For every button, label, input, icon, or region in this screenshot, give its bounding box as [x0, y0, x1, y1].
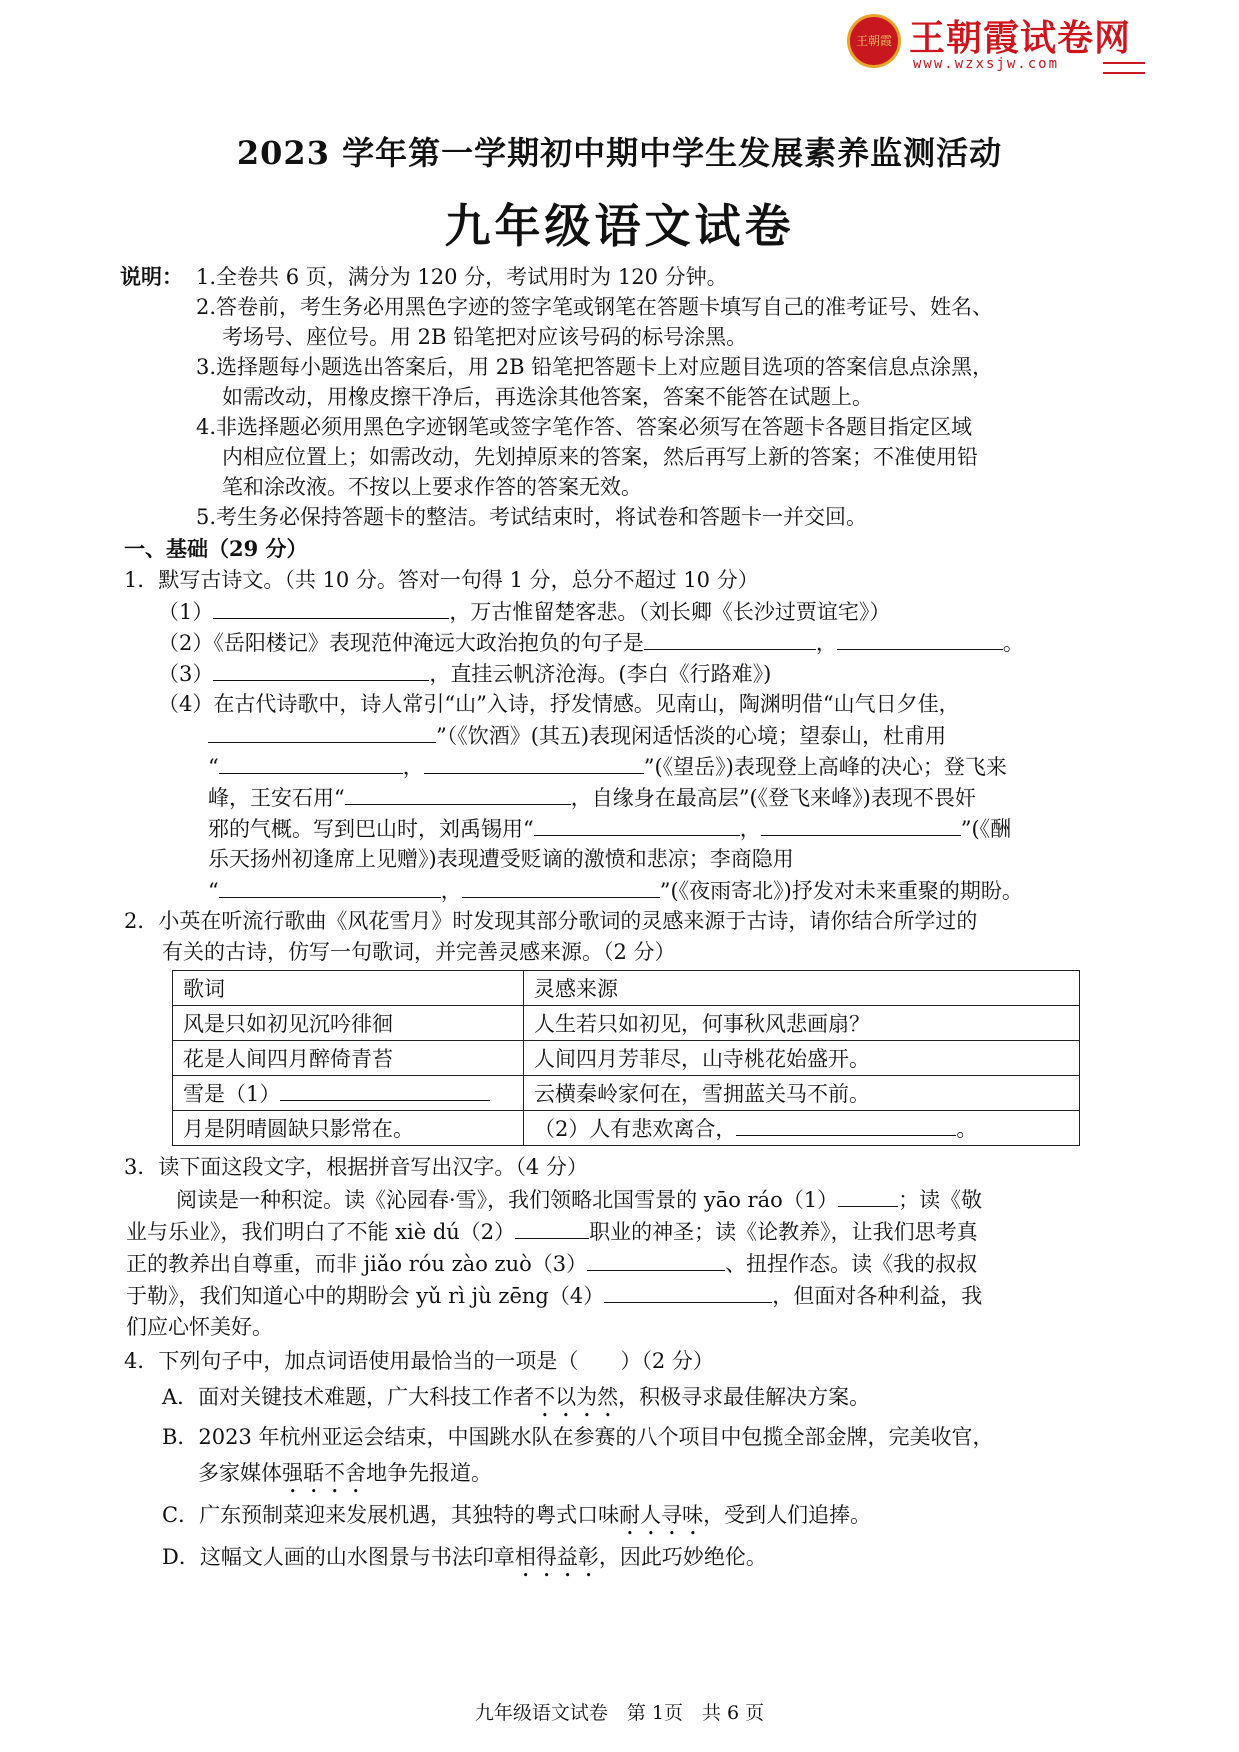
exam-title: 2023 学年第一学期初中期中学生发展素养监测活动: [236, 134, 1003, 172]
answer-blank[interactable]: [604, 1280, 772, 1303]
answer-blank[interactable]: [644, 627, 816, 650]
question-3-passage-line: 正的教养出自尊重，而非 jiǎo róu zào zuò（3） 、扭捏作态。读《我的叔叔: [126, 1248, 977, 1279]
instruction-line: 3.选择题每小题选出答案后，用 2B 铅笔把答题卡上对应题目选项的答案信息点涂黑，: [196, 355, 994, 379]
answer-blank[interactable]: [219, 875, 441, 898]
question-2-stem: 2．小英在听流行歌曲《风花雪月》时发现其部分歌词的灵感来源于古诗，请你结合所学过的: [124, 909, 978, 933]
answer-blank[interactable]: [345, 782, 571, 805]
watermark-logo: [847, 10, 1147, 76]
table-cell: （2）人有悲欢离合， 。: [524, 1111, 1080, 1146]
instruction-line: 5.考生务必保持答题卡的整洁。考试结束时，将试卷和答题卡一并交回。: [196, 505, 868, 529]
answer-blank[interactable]: [219, 751, 403, 774]
exam-subtitle: 九年级语文试卷: [444, 199, 795, 253]
question-1-part-4-line: “ ， ”(《望岳》)表现登上高峰的决心；登飞来: [208, 751, 1007, 782]
instructions-label: 说明：: [120, 264, 183, 289]
question-1-part-4-line: “ ， ”(《夜雨寄北》)抒发对未来重聚的期盼。: [208, 875, 1023, 906]
answer-blank[interactable]: [736, 1113, 956, 1136]
table-header: 歌词: [173, 971, 524, 1006]
question-1-part-4-line: 峰，王安石用“ ，自缘身在最高层”(《登飞来峰》)表现不畏奸: [208, 782, 976, 813]
answer-blank[interactable]: [838, 1184, 898, 1207]
answer-blank[interactable]: [462, 875, 660, 898]
table-cell: 雪是（1）: [173, 1076, 524, 1111]
table-cell: 人生若只如初见，何事秋风悲画扇？: [524, 1006, 1080, 1041]
table-row: [173, 1006, 1080, 1041]
question-1-part-3: （3） ，直挂云帆济沧海。(李白《行路难》): [158, 658, 771, 689]
instruction-line: 4.非选择题必须用黑色字迹钢笔或签字笔作答、答案必须写在答题卡各题目指定区域: [196, 415, 973, 439]
logo-name: 王朝霞试卷网: [909, 18, 1132, 59]
page-footer: 九年级语文试卷 第 1页 共 6 页: [474, 1702, 765, 1724]
answer-blank[interactable]: [280, 1078, 490, 1101]
lyrics-table: [172, 970, 1080, 1146]
wave-decoration: [1103, 62, 1145, 74]
table-cell: 人间四月芳菲尽，山寺桃花始盛开。: [524, 1041, 1080, 1076]
seal-icon: 王朝霞: [847, 14, 901, 68]
answer-blank[interactable]: [213, 596, 449, 619]
section-title: 一、基础（29 分）: [124, 536, 308, 561]
instruction-line: 1.全卷共 6 页，满分为 120 分，考试用时为 120 分钟。: [196, 265, 728, 289]
question-1-part-4-line: 乐天扬州初逢席上见赠》)表现遭受贬谪的激愤和悲凉；李商隐用: [208, 847, 794, 871]
question-1-stem: 1．默写古诗文。（共 10 分。答对一句得 1 分，总分不超过 10 分）: [124, 568, 759, 592]
question-3-passage-line: 们应心怀美好。: [126, 1315, 273, 1339]
table-header: 灵感来源: [524, 971, 1080, 1006]
option-c[interactable]: C．广东预制菜迎来发展机遇，其独特的粤式口味耐人寻味，受到人们追捧。: [162, 1503, 872, 1527]
table-cell: 风是只如初见沉吟徘徊: [173, 1006, 524, 1041]
question-1-part-2: （2）《岳阳楼记》表现范仲淹远大政治抱负的句子是 ， 。: [158, 627, 1024, 658]
option-a[interactable]: A．面对关键技术难题，广大科技工作者不以为然，积极寻求最佳解决方案。: [162, 1385, 871, 1409]
table-row: [173, 1041, 1080, 1076]
question-4-stem: 4．下列句子中，加点词语使用最恰当的一项是（ ）（2 分）: [124, 1349, 714, 1373]
instruction-line: 内相应位置上；如需改动，先划掉原来的答案，然后再写上新的答案；不准使用铅: [222, 445, 978, 469]
answer-blank[interactable]: [761, 813, 961, 836]
question-1-part-4-line: 邪的气概。写到巴山时，刘禹锡用“ ， ”(《酬: [208, 813, 1011, 844]
table-row: [173, 1076, 1080, 1111]
question-2-stem-line: 有关的古诗，仿写一句歌词，并完善灵感来源。（2 分）: [162, 940, 676, 964]
question-3-passage-line: 业与乐业》，我们明白了不能 xiè dú（2） 职业的神圣；读《论教养》，让我们思考真: [126, 1216, 978, 1247]
question-1-part-4: （4）在古代诗歌中，诗人常引“山”入诗，抒发情感。见南山，陶渊明借“山气日夕佳，: [158, 692, 960, 716]
answer-blank[interactable]: [213, 658, 429, 681]
question-1-part-4-line: ”（《饮酒》(其五)表现闲适恬淡的心境；望泰山，杜甫用: [208, 720, 946, 751]
instruction-line: 考场号、座位号。用 2B 铅笔把对应该号码的标号涂黑。: [222, 325, 748, 349]
table-cell: 月是阴晴圆缺只影常在。: [173, 1111, 524, 1146]
option-d[interactable]: D．这幅文人画的山水图景与书法印章相得益彰，因此巧妙绝伦。: [162, 1545, 767, 1569]
answer-blank[interactable]: [208, 720, 436, 743]
question-3-stem: 3．读下面这段文字，根据拼音写出汉字。（4 分）: [124, 1155, 588, 1179]
table-header-row: [173, 971, 1080, 1006]
answer-blank[interactable]: [837, 627, 1003, 650]
answer-blank[interactable]: [424, 751, 644, 774]
instruction-line: 笔和涂改液。不按以上要求作答的答案无效。: [222, 475, 642, 499]
option-b[interactable]: B．2023 年杭州亚运会结束，中国跳水队在参赛的八个项目中包揽全部金牌，完美收官，: [162, 1425, 994, 1449]
question-1-part-1: （1） ，万古惟留楚客悲。（刘长卿《长沙过贾谊宅》）: [158, 596, 890, 627]
logo-url: www.wzxsjw.com: [913, 56, 1060, 72]
answer-blank[interactable]: [587, 1248, 725, 1271]
option-b-line: 多家媒体强聒不舍地争先报道。: [198, 1461, 492, 1485]
instruction-line: 如需改动，用橡皮擦干净后，再选涂其他答案，答案不能答在试题上。: [222, 385, 873, 409]
instruction-line: 2.答卷前，考生务必用黑色字迹的签字笔或钢笔在答题卡填写自己的准考证号、姓名、: [196, 295, 994, 319]
table-cell: 云横秦岭家何在，雪拥蓝关马不前。: [524, 1076, 1080, 1111]
answer-blank[interactable]: [515, 1216, 589, 1239]
question-3-passage-line: 于勒》，我们知道心中的期盼会 yǔ rì jù zēng（4） ，但面对各种利益，我: [126, 1280, 982, 1311]
question-3-passage-line: 阅读是一种积淀。读《沁园春·雪》，我们领略北国雪景的 yāo ráo（1） ；读《敬: [176, 1184, 982, 1215]
table-cell: 花是人间四月醉倚青苔: [173, 1041, 524, 1076]
table-row: [173, 1111, 1080, 1146]
answer-blank[interactable]: [534, 813, 740, 836]
